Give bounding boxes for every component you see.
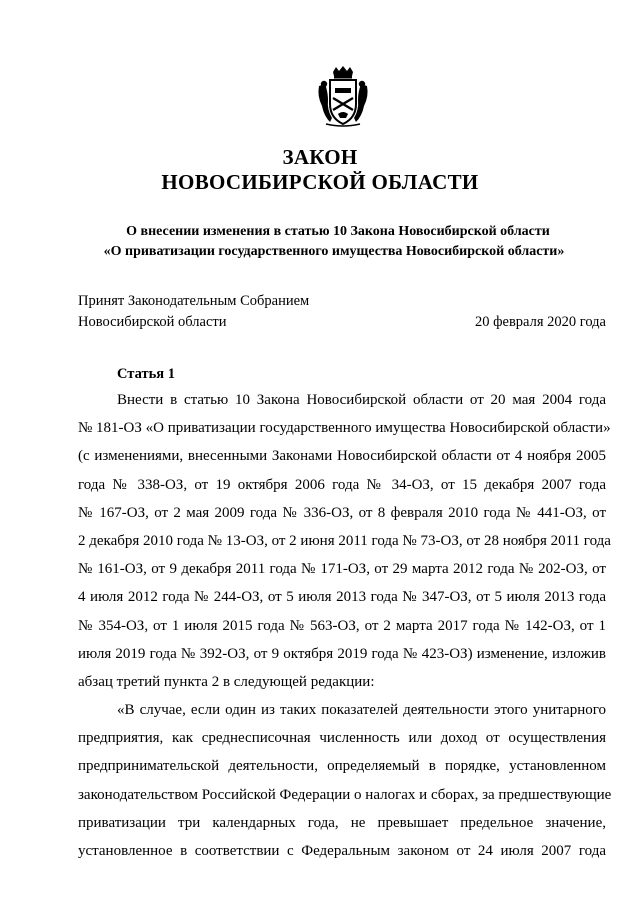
body-line: предприятия, как среднесписочная численность или доход от осуществления <box>78 730 606 747</box>
article-heading: Статья 1 <box>117 366 175 382</box>
adopted-by-line-2: Новосибирской области <box>78 314 227 330</box>
adopted-by-line-1: Принят Законодательным Собранием <box>78 293 310 309</box>
law-subject-line-1: О внесении изменения в статью 10 Закона Новосибирской области <box>126 224 550 239</box>
body-line: 2 декабря 2010 года № 13-ОЗ, от 2 июня 2011 года № 73-ОЗ, от 28 ноября 2011 года <box>78 532 611 549</box>
body-line: № 354-ОЗ, от 1 июля 2015 года № 563-ОЗ, от 2 марта 2017 года № 142-ОЗ, от 1 <box>78 617 606 634</box>
body-line: приватизации три календарных года, не превышает предельное значение, <box>78 814 606 831</box>
body-line: года № 338-ОЗ, от 19 октября 2006 года № 34-ОЗ, от 15 декабря 2007 года <box>78 476 606 493</box>
body-line: «В случае, если один из таких показателей деятельности этого унитарного <box>117 702 606 719</box>
body-line: № 161-ОЗ, от 9 декабря 2011 года № 171-ОЗ, от 29 марта 2012 года № 202-ОЗ, от <box>78 561 606 578</box>
body-line: (с изменениями, внесенными Законами Новосибирской области от 4 ноября 2005 <box>78 448 606 465</box>
body-line: установленное в соответствии с Федеральным законом от 24 июля 2007 года <box>78 843 606 859</box>
body-line: № 167-ОЗ, от 2 мая 2009 года № 336-ОЗ, от 8 февраля 2010 года № 441-ОЗ, от <box>78 504 606 521</box>
body-line: № 181-ОЗ «О приватизации государственного имущества Новосибирской области» <box>78 420 611 437</box>
law-region-title: НОВОСИБИРСКОЙ ОБЛАСТИ <box>161 170 479 194</box>
article-body <box>78 386 612 865</box>
law-title: ЗАКОН <box>282 145 358 169</box>
law-subject-line-2: «О приватизации государственного имущества Новосибирской области» <box>103 244 565 259</box>
body-line: Внести в статью 10 Закона Новосибирской области от 20 мая 2004 года <box>117 392 606 408</box>
body-line: абзац третий пункта 2 в следующей редакции: <box>78 673 375 690</box>
body-line: законодательством Российской Федерации о налогах и сборах, за предшествующие <box>78 786 612 803</box>
adoption-date: 20 февраля 2020 года <box>474 314 606 330</box>
body-line: 4 июля 2012 года № 244-ОЗ, от 5 июля 2013 года № 347-ОЗ, от 5 июля 2013 года <box>78 589 606 606</box>
body-line: июля 2019 года № 392-ОЗ, от 9 октября 2019 года № 423-ОЗ) изменение, изложив <box>78 645 606 662</box>
body-line: предпринимательской деятельности, определяемый в порядке, установленном <box>78 758 606 775</box>
novosibirsk-coat-of-arms-icon <box>316 66 370 128</box>
